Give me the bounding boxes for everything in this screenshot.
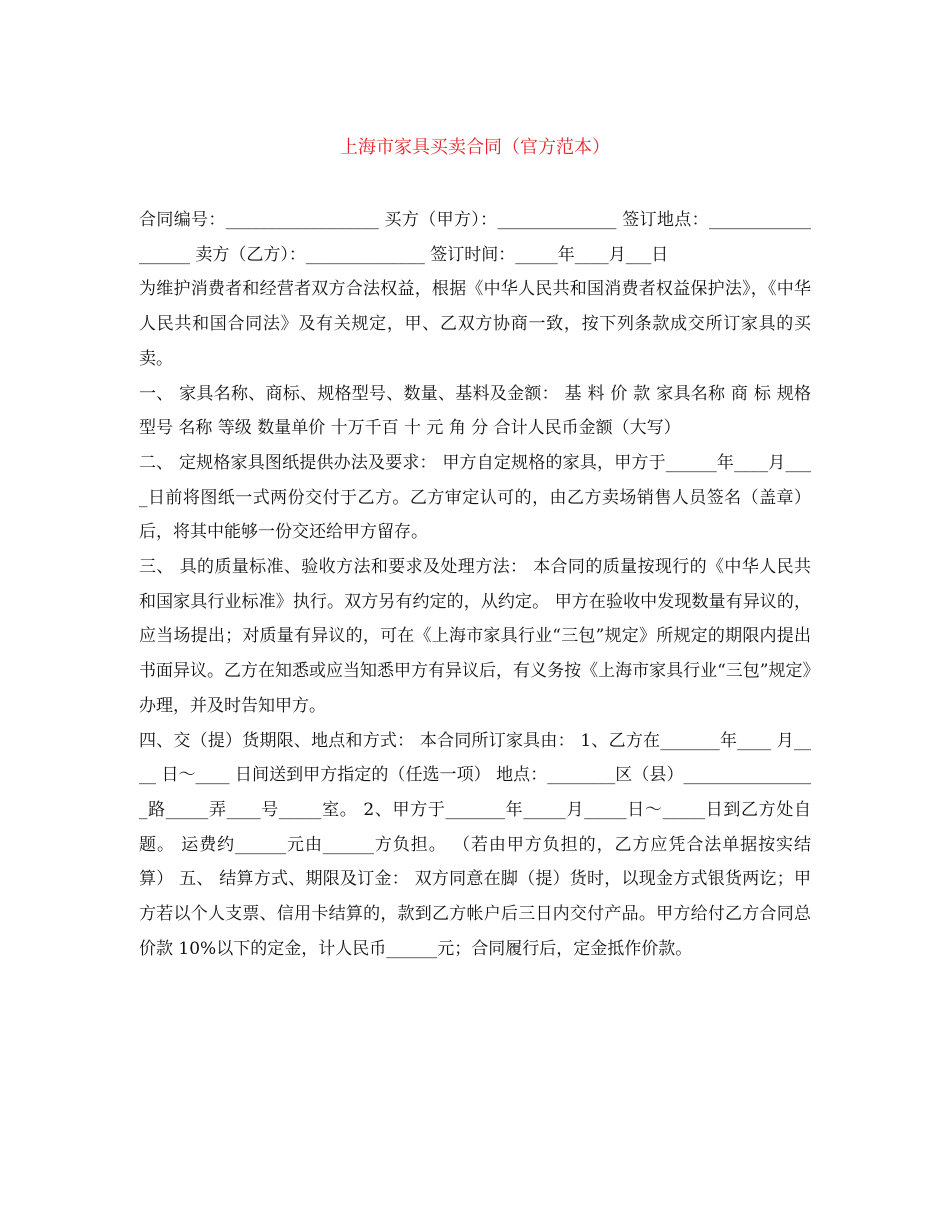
document-body — [139, 203, 811, 966]
clause-one: 一、 家具名称、商标、规格型号、数量、基料及金额： 基 料 价 款 家具名称 商 标 规格型号 名称 等级 数量单价 十万千百 十 元 角 分 合计人民币金额（大写） — [139, 383, 811, 439]
preamble-paragraph: 为维护消费者和经营者双方合法权益，根据《中华人民共和国消费者权益保护法》，《中华人民共和国合同法》及有关规定，甲、乙双方协商一致，按下列条款成交所订家具的买卖。 — [139, 279, 811, 369]
clause-four-five: 四、交（提）货期限、地点和方式： 本合同所订家具由： 1、乙方在_______年____ 月____ 日～____ 日间送到甲方指定的（任选一项） 地点：________区（县）________________路_____弄____号_____室。 2、甲方于_______年_____月_____日～_____日到乙方处自题。 运费约______元由______方负担。 （若由甲方负担的，乙方应凭合法单据按实结算） 五、 结算方式、期限及订金： 双方同意在脚（提）货时，以现金方式银货两讫；甲方若以个人支票、信用卡结算的，款到乙方帐户后三日内交付产品。甲方给付乙方合同总价款 10%以下的定金，计人民币______元；合同履行后，定金抵作价款。 — [139, 730, 811, 959]
document-title: 上海市家具买卖合同（官方范本） — [340, 137, 610, 158]
contract-header-fields: 合同编号：__________________ 买方（甲方）：______________ 签订地点：__________________ 卖方（乙方）：______________ 签订时间：_____年____月___日 — [139, 210, 811, 265]
clause-three: 三、 具的质量标准、验收方法和要求及处理方法： 本合同的质量按现行的《中华人民共和国家具行业标准》执行。双方另有约定的，从约定。 甲方在验收中发现数量有异议的，应当场提出；对质量有异议的，可在《上海市家具行业“三包”规定》所规定的期限内提出书面异议。乙方在知悉或应当知悉甲方有异议后，有义务按《上海市家具行业“三包”规定》办理，并及时告知甲方。 — [139, 557, 811, 716]
clause-two: 二、 定规格家具图纸提供办法及要求： 甲方自定规格的家具，甲方于______年____月____日前将图纸一式两份交付于乙方。乙方审定认可的，由乙方卖场销售人员签名（盖章）后，将其中能够一份交还给甲方留存。 — [139, 452, 811, 543]
